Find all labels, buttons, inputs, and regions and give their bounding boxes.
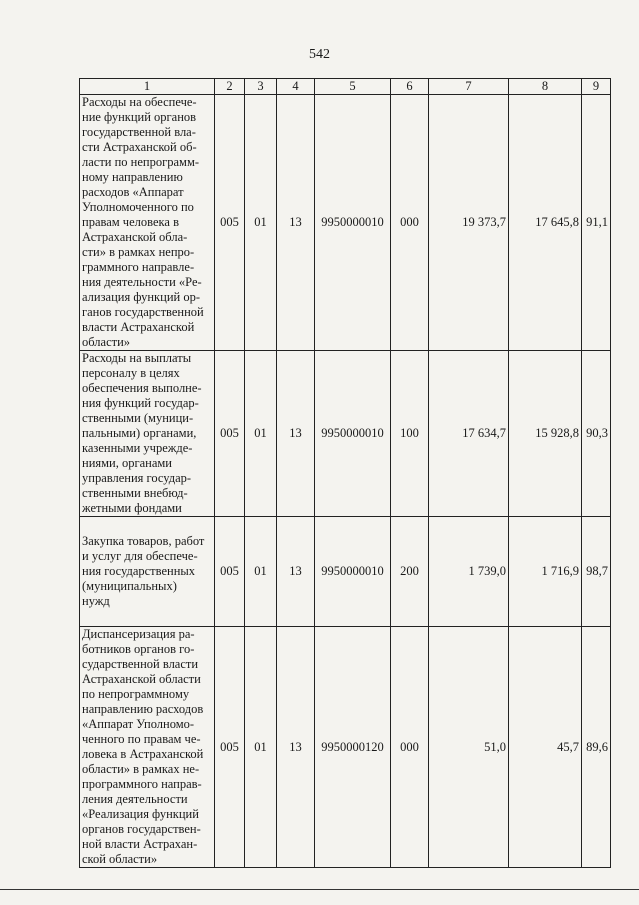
ministry-code: 005 bbox=[215, 95, 245, 351]
column-header: 6 bbox=[391, 79, 429, 95]
page-number: 542 bbox=[309, 47, 330, 62]
column-header: 3 bbox=[245, 79, 277, 95]
table-row bbox=[80, 517, 611, 627]
execution-percent: 89,6 bbox=[582, 627, 611, 868]
section-code: 01 bbox=[245, 627, 277, 868]
column-header: 5 bbox=[315, 79, 391, 95]
actual-amount: 17 645,8 bbox=[509, 95, 582, 351]
subsection-code: 13 bbox=[277, 517, 315, 627]
target-article-code: 9950000010 bbox=[315, 517, 391, 627]
row-description: Закупка товаров, работ и услуг для обеспече- ния государственных (муниципальных) нужд bbox=[80, 517, 215, 627]
ministry-code: 005 bbox=[215, 517, 245, 627]
actual-amount: 45,7 bbox=[509, 627, 582, 868]
column-header: 7 bbox=[429, 79, 509, 95]
table-row bbox=[80, 627, 611, 868]
subsection-code: 13 bbox=[277, 627, 315, 868]
actual-amount: 1 716,9 bbox=[509, 517, 582, 627]
column-header: 2 bbox=[215, 79, 245, 95]
column-header: 4 bbox=[277, 79, 315, 95]
target-article-code: 9950000010 bbox=[315, 351, 391, 517]
page-bottom-divider bbox=[0, 889, 639, 890]
expense-type-code: 000 bbox=[391, 627, 429, 868]
budget-table bbox=[79, 78, 611, 868]
column-header: 8 bbox=[509, 79, 582, 95]
row-description: Расходы на выплаты персоналу в целях обеспечения выполне- ния функций государ- ственными (муници- пальными) органами, казенными учрежде- ниями, органами управления государ- ственными внебюд- жетными фондами bbox=[80, 351, 215, 517]
section-code: 01 bbox=[245, 95, 277, 351]
section-code: 01 bbox=[245, 517, 277, 627]
target-article-code: 9950000010 bbox=[315, 95, 391, 351]
subsection-code: 13 bbox=[277, 351, 315, 517]
planned-amount: 17 634,7 bbox=[429, 351, 509, 517]
table-row bbox=[80, 351, 611, 517]
expense-type-code: 200 bbox=[391, 517, 429, 627]
execution-percent: 91,1 bbox=[582, 95, 611, 351]
execution-percent: 98,7 bbox=[582, 517, 611, 627]
subsection-code: 13 bbox=[277, 95, 315, 351]
column-header: 1 bbox=[80, 79, 215, 95]
expense-type-code: 000 bbox=[391, 95, 429, 351]
actual-amount: 15 928,8 bbox=[509, 351, 582, 517]
expense-type-code: 100 bbox=[391, 351, 429, 517]
column-header: 9 bbox=[582, 79, 611, 95]
planned-amount: 19 373,7 bbox=[429, 95, 509, 351]
planned-amount: 1 739,0 bbox=[429, 517, 509, 627]
table-row bbox=[80, 95, 611, 351]
planned-amount: 51,0 bbox=[429, 627, 509, 868]
header-row bbox=[80, 79, 611, 95]
ministry-code: 005 bbox=[215, 627, 245, 868]
execution-percent: 90,3 bbox=[582, 351, 611, 517]
row-description: Расходы на обеспече- ние функций органов государственной вла- сти Астраханской об- ласти по непрограмм- ному направлению расходов «Аппарат Уполномоченного по правам человека в Астраханской обла- сти» в рамках непро- граммного направле- ния деятельности «Ре- ализация функций ор- ганов государственной власти Астраханской области» bbox=[80, 95, 215, 351]
ministry-code: 005 bbox=[215, 351, 245, 517]
target-article-code: 9950000120 bbox=[315, 627, 391, 868]
row-description: Диспансеризация ра- ботников органов го- сударственной власти Астраханской области по непрограммному направлению расходов «Аппарат Уполномо- ченного по правам че- ловека в Астраханской области» в рамках не- программного направ- ления деятельности «Реализация функций органов государствен- ной власти Астрахан- ской области» bbox=[80, 627, 215, 868]
section-code: 01 bbox=[245, 351, 277, 517]
